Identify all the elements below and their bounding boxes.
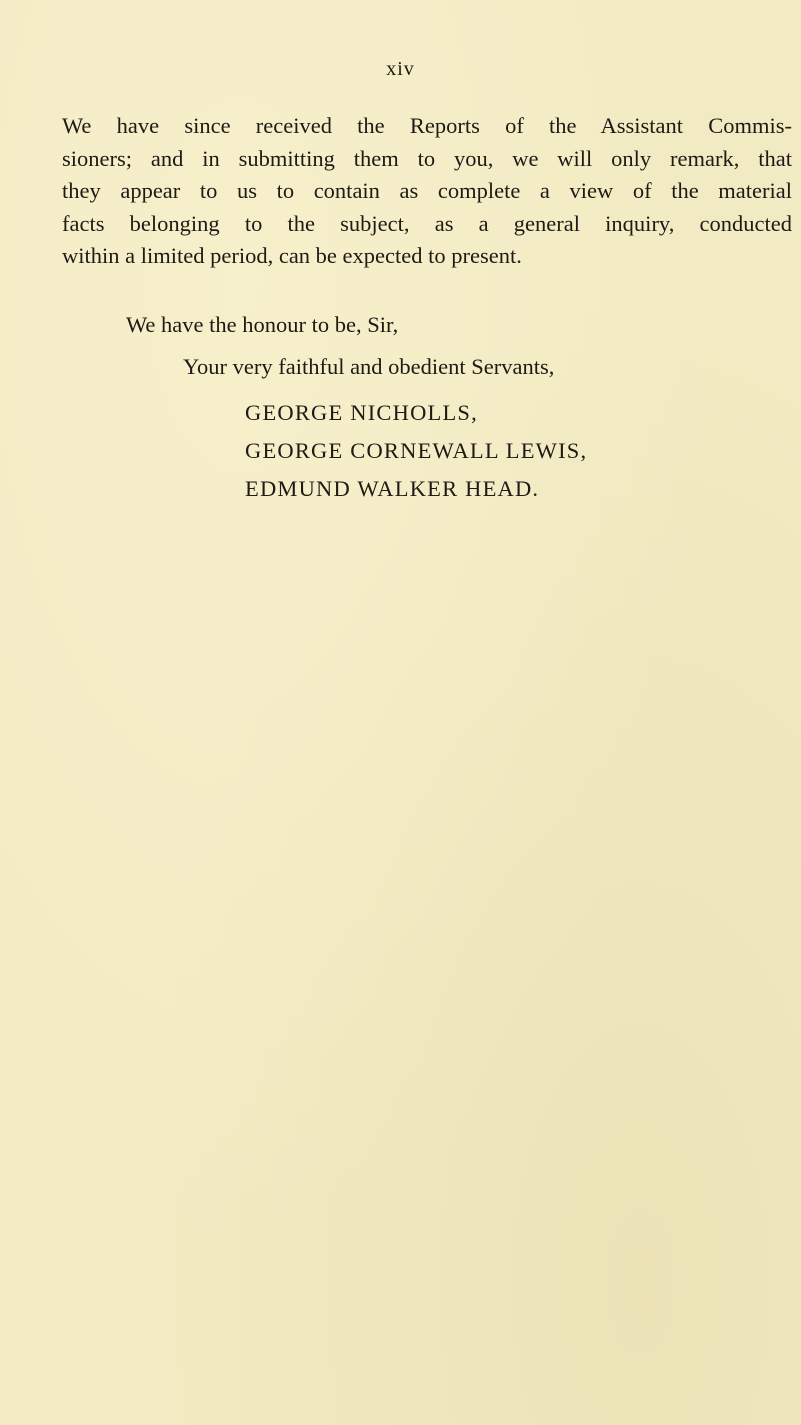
signatory-name: GEORGE CORNEWALL LEWIS, xyxy=(245,438,588,463)
signatory-name: EDMUND WALKER HEAD. xyxy=(245,476,540,501)
signatory-list xyxy=(245,394,587,508)
body-paragraph xyxy=(62,110,792,273)
signatory-name: GEORGE NICHOLLS, xyxy=(245,400,478,425)
paragraph-line: We have since received the Reports of the Assistant Commis- xyxy=(62,113,792,138)
valediction-line: Your very faithful and obedient Servants, xyxy=(183,354,555,379)
paragraph-line: facts belonging to the subject, as a general inquiry, conducted xyxy=(62,210,792,236)
page-number: xiv xyxy=(386,58,415,80)
paragraph-line: sioners; and in submitting them to you, we will only remark, that xyxy=(62,145,792,171)
closing-line: We have the honour to be, Sir, xyxy=(126,312,399,337)
paragraph-line: they appear to us to contain as complete a view of the material xyxy=(62,178,792,203)
paragraph-line: within a limited period, can be expected to present. xyxy=(62,243,522,268)
